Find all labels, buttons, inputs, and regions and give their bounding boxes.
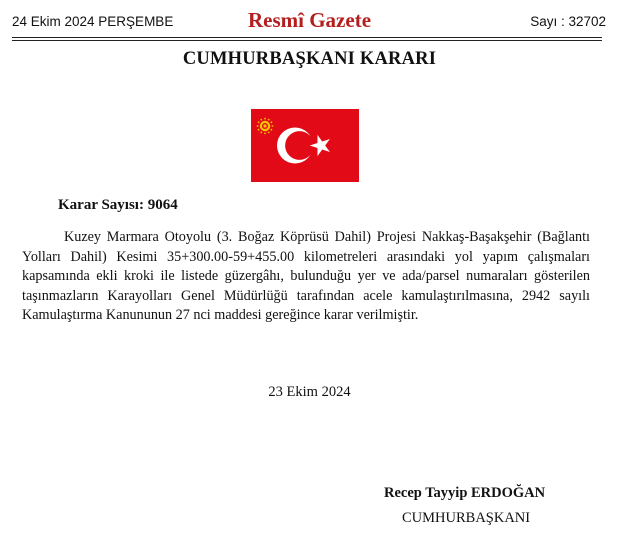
- gazette-name: Resmî Gazete: [247, 8, 372, 32]
- signer-title: CUMHURBAŞKANI: [402, 510, 531, 526]
- decision-number: Karar Sayısı: 9064: [58, 197, 178, 213]
- issue-number: Sayı : 32702: [530, 14, 606, 29]
- signer-name: Recep Tayyip ERDOĞAN: [384, 485, 546, 501]
- decree-date: 23 Ekim 2024: [268, 384, 351, 400]
- decree-title: CUMHURBAŞKANI KARARI: [182, 49, 437, 69]
- header-date: 24 Ekim 2024 PERŞEMBE: [12, 14, 174, 29]
- header-rule-bottom: [12, 40, 602, 41]
- header-rule-top: [12, 37, 602, 38]
- presidential-flag-icon: [251, 109, 359, 182]
- decree-body: Kuzey Marmara Otoyolu (3. Boğaz Köprüsü Dahil) Projesi Nakkaş-Başakşehir (Bağlantı Yolları Dahil) Kesimi 35+300.00-59+455.00 kilometreleri arasındaki yol yapım çalışmaları kapsamında ekli kroki ile listede güzergâhı, bulunduğu yer ve ada/parsel numaraları gösterilen taşınmazların Karayolları Genel Müdürlüğü tarafından acele kamulaştırılmasına, 2942 sayılı Kamulaştırma Kanununun 27 nci maddesi gereğince karar verilmiştir.: [22, 229, 590, 323]
